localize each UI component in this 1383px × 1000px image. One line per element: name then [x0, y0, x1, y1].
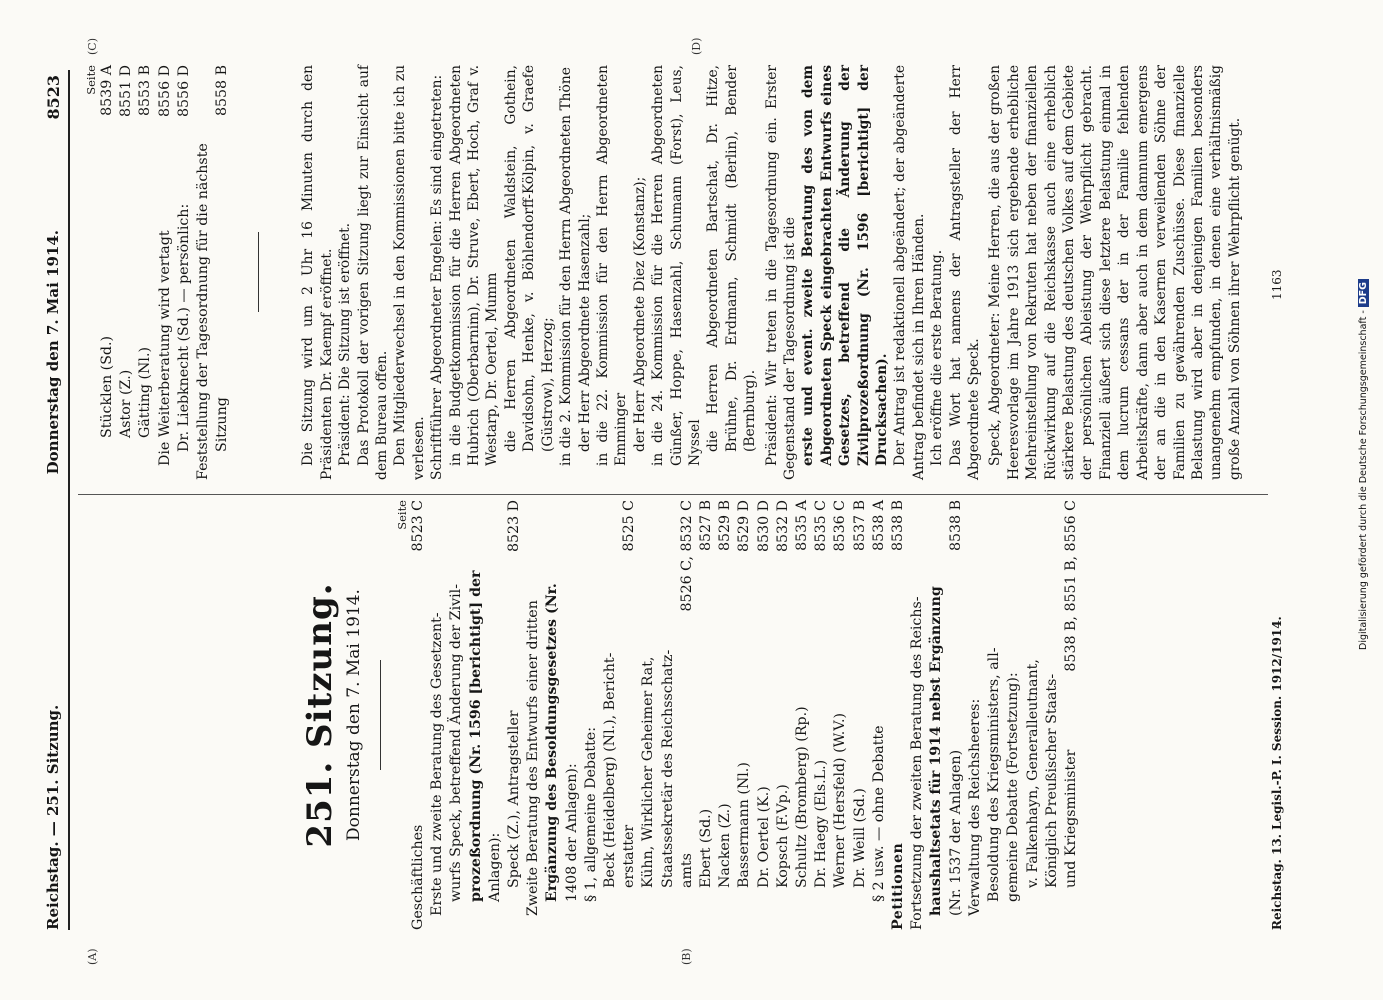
table-of-contents	[409, 500, 1081, 930]
body-paragraph: Das Wort hat namens der Antragsteller der Herr Abgeordnete Speck.	[947, 65, 983, 480]
toc-entry: § 2 usw. — ohne Debatte 8538 A	[870, 500, 887, 902]
toc-entry: Anlagen):	[486, 832, 503, 902]
dfg-credit-text: Digitalisierung gefördert durch die Deutsche Forschungsgemeinschaft -	[1358, 310, 1369, 650]
body-paragraph: der Herr Abgeordnete Diez (Konstanz);	[631, 176, 648, 452]
toc-entry: Feststellung der Tagesordnung für die nächste	[195, 143, 212, 480]
margin-mark-d: (D)	[690, 37, 703, 55]
session-body	[299, 65, 1244, 480]
toc-entry: Kopsch (F.Vp.) 8532 D	[774, 500, 791, 888]
body-paragraph: in die 24. Kommission für die Herren Abgeordneten Günßer, Hoppe, Hasenzahl, Schumann (Forst), Leus, Nyssel	[650, 65, 703, 466]
toc-entry: (Nr. 1537 der Anlagen) 8538 B	[947, 500, 964, 916]
toc-entry: Erste und zweite Beratung des Gesetzent-	[429, 612, 446, 916]
toc-entry: Staatssekretär des Reichsschatz-	[659, 649, 676, 888]
toc-entry: gemeine Debatte (Fortsetzung):	[1005, 672, 1022, 902]
header-left: Reichstag. — 251. Sitzung.	[44, 704, 62, 930]
toc-entry: wurfs Speck, betreffend Änderung der Zivil-	[448, 584, 465, 902]
body-paragraph: Präsident: Wir treten in die Tagesordnung ein. Erster Gegenstand der Tagesordnung ist die	[763, 65, 798, 480]
dfg-credit	[1358, 279, 1369, 650]
toc-entry: Dr. Oertel (K.) 8530 D	[755, 500, 772, 888]
toc-entry: prozeßordnung (Nr. 1596 [berichtigt] der	[467, 570, 484, 902]
body-paragraph: in die 22. Kommission für den Herrn Abgeordneten Emminger	[594, 65, 630, 466]
body-paragraph: Ich eröffne die erste Beratung.	[929, 249, 946, 466]
margin-mark-a: (A)	[86, 948, 99, 965]
toc-entry: Petitionen 8538 B	[890, 500, 907, 930]
toc-entry: amts 8526 C, 8532 C	[678, 500, 695, 888]
header-right: Donnerstag den 7. Mai 1914.	[44, 230, 62, 475]
right-column	[78, 65, 1244, 480]
toc-entry: Königlich Preußischer Staats-	[1043, 673, 1060, 888]
toc-entry: Schultz (Bromberg) (Rp.) 8535 A	[794, 500, 811, 888]
body-paragraph: die Herren Abgeordneten Waldstein, Gothein, Davidsohn, Henke, v. Böhlendorff-Kölpin, v. Graefe (Güstrow), Herzog;	[502, 65, 556, 452]
margin-mark-c: (C)	[86, 38, 99, 55]
seite-label-right: Seite	[84, 65, 98, 95]
footer-right: 1163	[1270, 269, 1284, 300]
toc-entry: Bassermann (Nl.) 8529 D	[736, 500, 753, 888]
toc-entry: Ergänzung des Besoldungsgesetzes (Nr.	[544, 583, 561, 902]
body-paragraph: Die Sitzung wird um 2 Uhr 16 Minuten durch den Präsidenten Dr. Kaempf eröffnet.	[300, 65, 335, 480]
toc-entry: Beck (Heidelberg) (Nl.), Bericht-	[602, 652, 619, 888]
page-number: 8523	[44, 75, 63, 120]
body-paragraph: in die 2. Kommission für den Herrn Abgeordneten Thöne	[558, 67, 575, 466]
footer-left: Reichstag. 13. Legisl.-P. I. Session. 1912/1914.	[1270, 616, 1284, 930]
body-paragraph: erste und event. zweite Beratung des von dem Abgeordneten Speck eingebrachten Entwurfs eines Gesetzes, betreffend die Änderung der Zivilprozeßordnung (Nr. 1596 [berichtigt] der Drucksachen).	[800, 65, 891, 466]
toc-entry: und Kriegsminister 8538 B, 8551 B, 8556 C	[1062, 500, 1079, 888]
toc-entry: Werner (Hersfeld) (W.V.) 8536 C	[832, 500, 849, 888]
body-paragraph: Präsident: Die Sitzung ist eröffnet.	[337, 222, 354, 466]
toc-entry: Verwaltung des Reichsheeres:	[966, 698, 983, 916]
toc-entry: erstatter 8525 C	[621, 500, 638, 888]
toc-entry: Dr. Haegy (Els.L.) 8535 C	[813, 500, 830, 888]
toc-entry: Besoldung des Kriegsministers, all-	[986, 647, 1003, 902]
toc-entry: Zweite Beratung des Entwurfs einer dritten	[525, 600, 542, 916]
seite-label: Seite	[395, 500, 409, 530]
toc-entry: v. Falkenhayn, Generalleutnant,	[1024, 659, 1041, 888]
toc-entry: Gätting (Nl.) 8553 B	[137, 65, 154, 438]
left-column	[78, 500, 1081, 930]
toc-entry: Speck (Z.), Antragsteller 8523 D	[506, 500, 523, 888]
body-paragraph: die Herren Abgeordneten Bartschat, Dr. Hitze, Brühne, Dr. Erdmann, Schmidt (Berlin), Bender (Bernburg).	[705, 65, 759, 452]
session-title: 251. Sitzung.	[300, 582, 340, 848]
toc-entry: haushaltsetats für 1914 nebst Ergänzung	[928, 586, 945, 916]
column-divider	[78, 494, 1268, 495]
body-paragraph: Den Mitgliederwechsel in den Kommissionen bitte ich zu verlesen.	[392, 65, 427, 480]
body-paragraph: in die Budgetkommission für die Herren Abgeordneten Hubrich (Oberbarnim), Dr. Struve, Ebert, Hoch, Graf v. Westarp, Dr. Oertel, Mumm	[447, 65, 501, 466]
section-rule	[258, 233, 259, 313]
body-paragraph: Das Protokoll der vorigen Sitzung liegt zur Einsicht auf dem Bureau offen.	[355, 65, 391, 480]
toc-entry: Astor (Z.) 8551 D	[118, 65, 135, 438]
toc-entry: Kühn, Wirklicher Geheimer Rat,	[640, 656, 657, 888]
toc-continued	[98, 65, 232, 480]
toc-entry: Fortsetzung der zweiten Beratung des Reichs-	[909, 596, 926, 930]
body-paragraph: Schriftführer Abgeordneter Engelen: Es sind eingetreten:	[429, 74, 446, 480]
body-paragraph: Speck, Abgeordneter: Meine Herren, die aus der großen Heeresvorlage im Jahre 1913 sich ergebende erhebliche Mehreinstellung von Rekruten hat neben der finanziellen Rückwirkung auf die Reichskasse auch eine erheblich stärkere Belastung des deutschen Volkes auf dem Gebiete der persönlichen Ableistung der Wehrpflicht gebracht. Finanziell äußert sich diese letztere Belastung einmal in dem lucrum cessans der in der Familie fehlenden Arbeitskräfte, dann aber auch in dem damnum emergens der an die in den Kasernen verweilenden Söhne der Familien zu gewährenden Zuschüsse. Diese finanzielle Belastung wird aber in denjenigen Familien besonders unangenehm empfunden, in denen eine verhältnismäßig große Anzahl von Söhnen ihrer Wehrpflicht genügt.	[987, 65, 1243, 480]
toc-entry: Nacken (Z.) 8529 B	[717, 500, 734, 888]
margin-mark-b: (B)	[680, 948, 693, 965]
body-paragraph: Der Antrag ist redaktionell abgeändert; der abgeänderte Antrag befindet sich in Ihren Händen.	[892, 65, 927, 480]
toc-entry: Ebert (Sd.) 8527 B	[698, 500, 715, 888]
toc-entry: Geschäftliches 8523 C	[410, 500, 426, 930]
toc-entry: Dr. Weill (Sd.) 8537 B	[851, 500, 868, 888]
toc-entry: 1408 der Anlagen):	[563, 763, 580, 902]
session-date: Donnerstag den 7. Mai 1914.	[344, 589, 364, 841]
toc-entry: Sitzung 8558 B	[214, 65, 231, 452]
dfg-logo: DFG	[1358, 279, 1369, 307]
toc-entry: § 1, allgemeine Debatte:	[582, 727, 599, 902]
body-paragraph: der Herr Abgeordnete Hasenzahl;	[576, 213, 593, 452]
toc-entry: Dr. Liebknecht (Sd.) — persönlich: 8556 D	[175, 65, 192, 452]
header-rule	[68, 70, 70, 930]
title-rule	[380, 660, 381, 770]
toc-entry: Die Weiterberatung wird vertagt 8556 D	[156, 65, 173, 466]
toc-entry: Stücklen (Sd.) 8539 A	[99, 65, 115, 438]
